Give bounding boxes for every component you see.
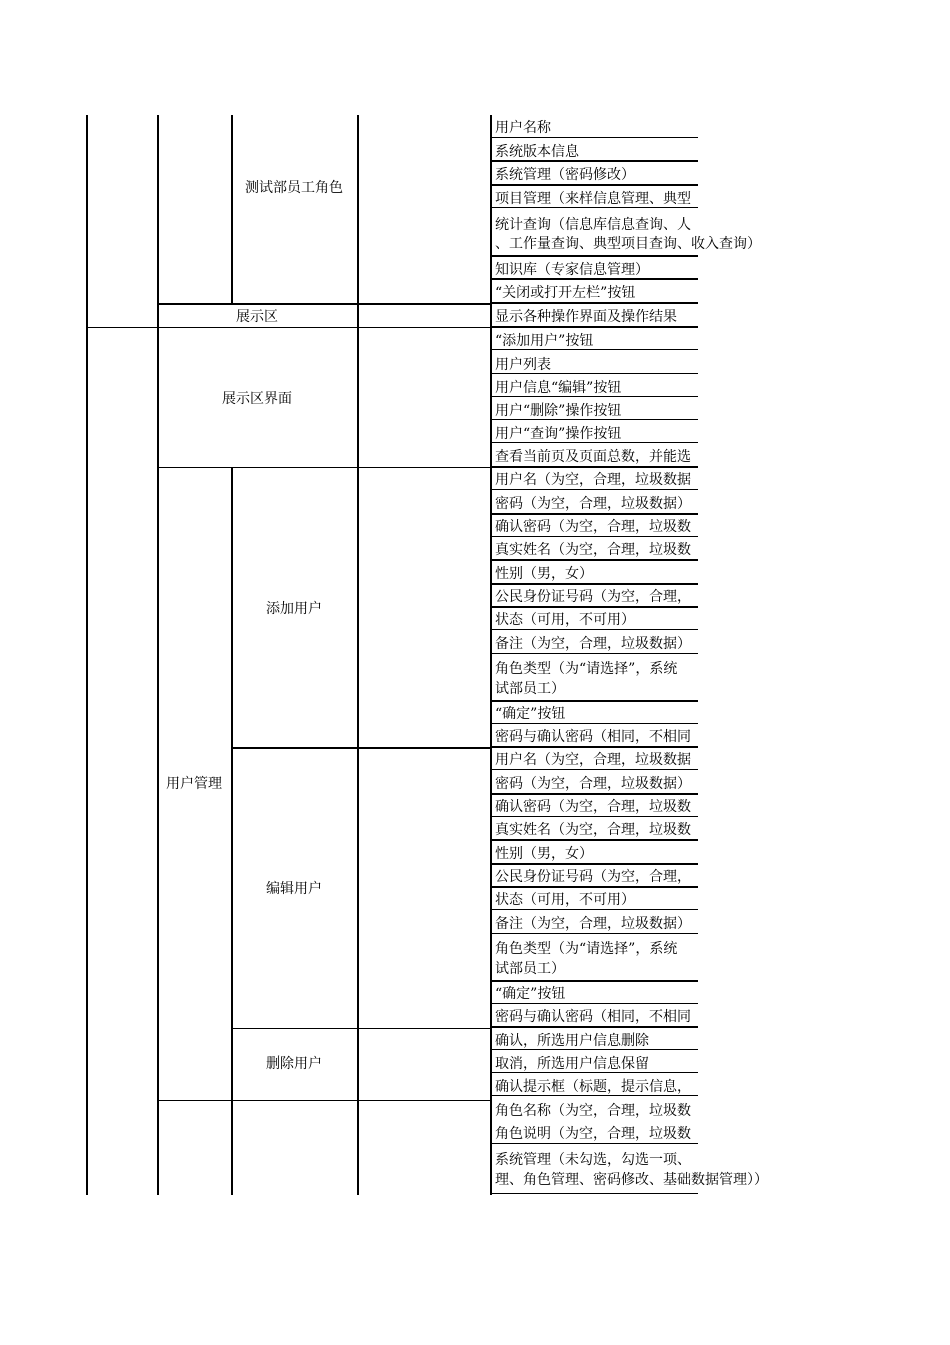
item-underline xyxy=(490,793,698,795)
list-item: 角色说明（为空，合理，垃圾数 xyxy=(495,1126,691,1142)
item-underline xyxy=(490,326,698,328)
item-underline xyxy=(490,653,698,654)
col-line-1 xyxy=(86,115,88,1195)
item-underline xyxy=(490,980,698,982)
row-line-edit-top xyxy=(231,747,490,749)
delete-user-label: 删除用户 xyxy=(266,1056,322,1072)
item-underline xyxy=(490,1143,698,1144)
list-item: 确认，所选用户信息删除 xyxy=(495,1033,649,1049)
item-underline xyxy=(490,207,698,208)
item-underline xyxy=(490,1026,698,1028)
item-underline xyxy=(490,1072,698,1073)
list-item: 系统管理（密码修改） xyxy=(495,167,635,183)
list-item: 性别（男，女） xyxy=(495,846,593,862)
list-item: 状态（可用，不可用） xyxy=(495,612,635,628)
row-line-delete-top xyxy=(231,1028,490,1029)
list-item: 备注（为空，合理，垃圾数据） xyxy=(495,916,691,932)
item-underline xyxy=(490,583,698,585)
item-underline xyxy=(490,1003,698,1004)
list-item: 用户“查询”操作按钮 xyxy=(495,426,622,442)
tester-role-label: 测试部员工角色 xyxy=(245,180,343,196)
list-item: 性别（男，女） xyxy=(495,566,593,582)
list-item: 项目管理（来样信息管理、典型 xyxy=(495,191,691,207)
col-line-2 xyxy=(157,115,159,1195)
display-ui-label: 展示区界面 xyxy=(222,391,292,407)
item-underline xyxy=(490,184,698,186)
item-underline xyxy=(490,137,698,138)
item-underline xyxy=(490,302,698,304)
list-item: 用户信息“编辑”按钮 xyxy=(495,380,622,396)
list-item: 角色类型（为“请选择”，系统 xyxy=(495,661,678,677)
item-underline xyxy=(490,255,698,257)
list-item: 角色类型（为“请选择”，系统 xyxy=(495,941,678,957)
item-underline xyxy=(490,349,698,350)
list-item: 知识库（专家信息管理） xyxy=(495,262,649,278)
row-line-display-area-top xyxy=(157,303,490,305)
list-item: 状态（可用，不可用） xyxy=(495,892,635,908)
col-line-3b xyxy=(231,467,233,1100)
col-line-3c xyxy=(231,1100,233,1195)
item-underline xyxy=(490,489,698,490)
list-item: 试部员工） xyxy=(495,961,565,977)
list-item: 系统管理（未勾选，勾选一项、 xyxy=(495,1152,691,1168)
list-item: 理、角色管理、密码修改、基础数据管理）） xyxy=(495,1172,768,1188)
item-underline xyxy=(490,466,698,468)
item-underline xyxy=(490,886,698,888)
list-item: 显示各种操作界面及操作结果 xyxy=(495,309,677,325)
item-underline xyxy=(490,606,698,608)
list-item: 统计查询（信息库信息查询、人 xyxy=(495,217,691,233)
list-item: 真实姓名（为空，合理，垃圾数 xyxy=(495,542,691,558)
user-mgmt-label: 用户管理 xyxy=(166,776,222,792)
add-user-label: 添加用户 xyxy=(266,601,322,617)
list-item: 查看当前页及页面总数，并能选 xyxy=(495,449,691,465)
item-underline xyxy=(490,419,698,420)
item-underline xyxy=(490,442,698,443)
item-underline xyxy=(490,513,698,515)
list-item: 公民身份证号码（为空，合理， xyxy=(495,869,691,885)
item-underline xyxy=(490,536,698,537)
list-item: 系统版本信息 xyxy=(495,144,579,160)
list-item: 密码（为空，合理，垃圾数据） xyxy=(495,496,691,512)
col-line-5 xyxy=(490,115,492,1195)
item-underline xyxy=(490,700,698,702)
list-item: 密码（为空，合理，垃圾数据） xyxy=(495,776,691,792)
list-item: 试部员工） xyxy=(495,681,565,697)
item-underline xyxy=(490,863,698,865)
list-item: 角色名称（为空，合理，垃圾数 xyxy=(495,1103,691,1119)
item-underline xyxy=(490,769,698,770)
list-item: “关闭或打开左栏”按钮 xyxy=(495,285,636,301)
list-item: 确认密码（为空，合理，垃圾数 xyxy=(495,799,691,815)
list-item: 用户名称 xyxy=(495,120,551,136)
edit-user-label: 编辑用户 xyxy=(266,881,322,897)
list-item: “确定”按钮 xyxy=(495,706,566,722)
list-item: 公民身份证号码（为空，合理， xyxy=(495,589,691,605)
display-area-label: 展示区 xyxy=(236,309,278,325)
item-underline xyxy=(490,373,698,374)
list-item: “确定”按钮 xyxy=(495,986,566,1002)
row-line-user-mgmt-top xyxy=(157,467,490,468)
item-underline xyxy=(490,839,698,841)
list-item: 密码与确认密码（相同，不相同 xyxy=(495,1009,691,1025)
list-item: 用户名（为空，合理，垃圾数据 xyxy=(495,752,691,768)
item-underline xyxy=(490,1193,698,1194)
list-item: 取消，所选用户信息保留 xyxy=(495,1056,649,1072)
list-item: 确认密码（为空，合理，垃圾数 xyxy=(495,519,691,535)
item-underline xyxy=(490,278,698,280)
item-underline xyxy=(490,816,698,817)
list-item: 用户列表 xyxy=(495,357,551,373)
list-item: 真实姓名（为空，合理，垃圾数 xyxy=(495,822,691,838)
item-underline xyxy=(490,723,698,724)
item-underline xyxy=(490,746,698,748)
list-item: “添加用户”按钮 xyxy=(495,333,594,349)
col-line-3a xyxy=(231,115,233,303)
item-underline xyxy=(490,396,698,397)
item-underline xyxy=(490,559,698,561)
item-underline xyxy=(490,1049,698,1050)
item-underline xyxy=(490,1095,698,1096)
list-item: 用户“删除”操作按钮 xyxy=(495,403,622,419)
item-underline xyxy=(490,629,698,630)
list-item: 确认提示框（标题，提示信息， xyxy=(495,1079,691,1095)
list-item: 密码与确认密码（相同，不相同 xyxy=(495,729,691,745)
row-line-role-top xyxy=(157,1100,490,1101)
item-underline xyxy=(490,909,698,910)
list-item: 用户名（为空，合理，垃圾数据 xyxy=(495,472,691,488)
item-underline xyxy=(490,160,698,162)
col-line-4 xyxy=(357,115,359,1195)
list-item: 、工作量查询、典型项目查询、收入查询） xyxy=(495,236,761,252)
row-line-user-section-top xyxy=(86,327,490,328)
list-item: 备注（为空，合理，垃圾数据） xyxy=(495,636,691,652)
item-underline xyxy=(490,933,698,934)
